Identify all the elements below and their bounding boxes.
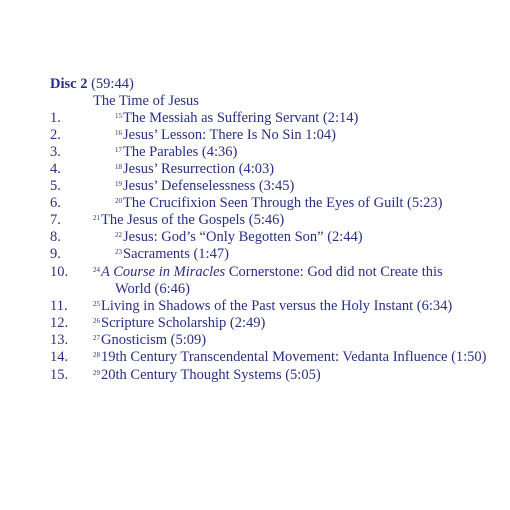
- track-number: 12.: [50, 315, 69, 331]
- track-number: 13.: [50, 332, 69, 348]
- track-number: 14.: [50, 349, 69, 365]
- track-title: [93, 314, 265, 332]
- disc-duration: (59:44): [91, 76, 134, 92]
- track-title: [115, 143, 237, 161]
- track-text-continuation: World (6:46): [115, 281, 190, 297]
- disc-label: Disc 2: [50, 76, 88, 92]
- track-text: The Parables (4:36): [123, 144, 238, 160]
- track-text: Living in Shadows of the Past versus the Holy Instant (6:34): [101, 298, 453, 314]
- track-footnote: 18: [115, 163, 122, 171]
- track-text: Cornerstone: God did not Create this: [225, 264, 443, 280]
- track-title: [93, 211, 284, 229]
- track-number: 3.: [50, 144, 61, 160]
- track-title: [115, 194, 442, 212]
- track-number: 7.: [50, 212, 61, 228]
- track-text: 19th Century Transcendental Movement: Vedanta Influence (1:50): [101, 349, 487, 365]
- track-title: [93, 366, 321, 384]
- track-footnote: 29: [93, 369, 100, 377]
- track-footnote: 20: [115, 197, 122, 205]
- track-text: The Crucifixion Seen Through the Eyes of Guilt (5:23): [123, 195, 443, 211]
- track-number: 10.: [50, 264, 69, 280]
- track-footnote: 26: [93, 317, 100, 325]
- track-title: [93, 263, 443, 281]
- section-heading: The Time of Jesus: [93, 93, 199, 109]
- track-footnote: 15: [115, 112, 122, 120]
- track-title: [93, 297, 452, 315]
- track-footnote: 21: [93, 214, 100, 222]
- track-text: Gnosticism (5:09): [101, 332, 207, 348]
- track-number: 15.: [50, 367, 69, 383]
- track-title: [115, 228, 363, 246]
- track-title: [93, 331, 206, 349]
- track-title: [115, 177, 294, 195]
- track-text: Sacraments (1:47): [123, 246, 229, 262]
- track-footnote: 24: [93, 266, 100, 274]
- track-title: [93, 348, 487, 366]
- track-number: 5.: [50, 178, 61, 194]
- track-text: The Jesus of the Gospels (5:46): [101, 212, 285, 228]
- track-text: Jesus’ Resurrection (4:03): [123, 161, 275, 177]
- track-number: 2.: [50, 127, 61, 143]
- track-number: 9.: [50, 246, 61, 262]
- track-title: [115, 160, 274, 178]
- track-footnote: 19: [115, 180, 122, 188]
- track-text: 20th Century Thought Systems (5:05): [101, 367, 321, 383]
- track-number: 6.: [50, 195, 61, 211]
- track-footnote: 27: [93, 334, 100, 342]
- track-footnote: 23: [115, 248, 122, 256]
- track-footnote: 22: [115, 231, 122, 239]
- track-footnote: 28: [93, 351, 100, 359]
- track-number: 8.: [50, 229, 61, 245]
- track-text: Jesus: God’s “Only Begotten Son” (2:44): [123, 229, 363, 245]
- track-title: [115, 109, 358, 127]
- disc-header: [50, 75, 134, 93]
- track-number: 1.: [50, 110, 61, 126]
- track-title: [115, 126, 336, 144]
- track-text: Jesus’ Lesson: There Is No Sin 1:04): [123, 127, 336, 143]
- track-text: The Messiah as Suffering Servant (2:14): [123, 110, 359, 126]
- track-footnote: 25: [93, 300, 100, 308]
- track-text: Jesus’ Defenselessness (3:45): [123, 178, 295, 194]
- track-footnote: 17: [115, 146, 122, 154]
- track-italic-title: A Course in Miracles: [101, 264, 226, 280]
- track-text: Scripture Scholarship (2:49): [101, 315, 266, 331]
- track-footnote: 16: [115, 129, 122, 137]
- track-number: 4.: [50, 161, 61, 177]
- track-number: 11.: [50, 298, 68, 314]
- track-title: [115, 245, 229, 263]
